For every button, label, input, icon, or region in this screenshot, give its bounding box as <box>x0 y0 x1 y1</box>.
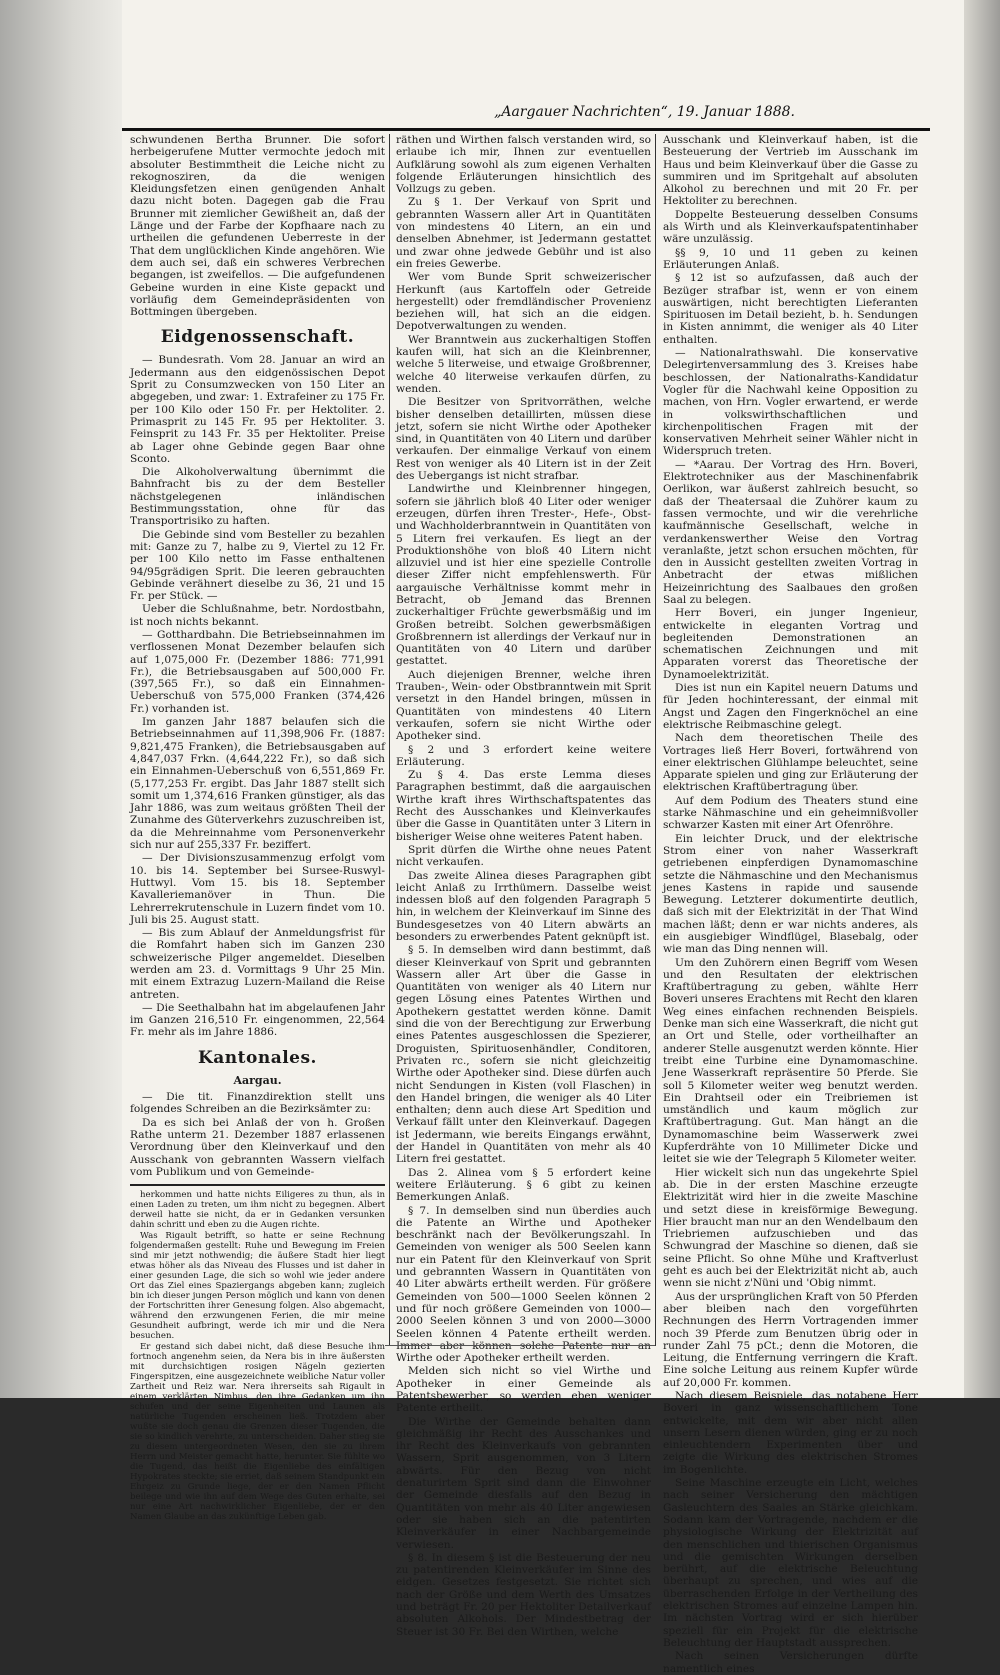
subsection-heading-aargau: Aargau. <box>233 1073 282 1087</box>
article-text: Nach diesem Beispiele, das notabene Herr Boveri in ganz wissenschaftlichem Tone entwickelte, mit dem wir aber nicht allen unsern Lesern dienen würden, ging er zu noch einleuchtendern Experimenten über und zeigte die Wirkung des elektrischen Stromes im Bogenlichte. <box>663 1389 918 1476</box>
masthead <box>122 96 930 131</box>
article-text: — Die Seethalbahn hat im abgelaufenen Jahr im Ganzen 216,510 Fr. eingenommen, 22,564 Fr. mehr als im Jahre 1886. <box>130 1001 385 1039</box>
article-text: § 7. In demselben sind nun überdies auch die Patente an Wirthe und Apotheker beschränkt nach der Bevölkerungszahl. In Gemeinden von weniger als 500 Seelen kann nur ein Patent für den Kleinverkauf von Sprit und gebrannten Wassern in Quantitäten von 40 Liter abwärts ertheilt werden. Für größere Gemeinden von 500—1000 Seelen können 2 und für noch größere Gemeinden von 1000—2000 Seelen können 3 und von 2000—3000 Seelen können 4 Patente ertheilt werden. Wirthe oder Apotheker ertheilt werden. <box>396 1204 651 1365</box>
column-3 <box>663 134 918 1675</box>
article-text: § 2 und 3 erfordert keine weitere Erläuterung. <box>396 743 651 768</box>
article-text: Sprit dürfen die Wirthe ohne neues Patent nicht verkaufen. <box>396 843 651 869</box>
article-text: Nach dem theoretischen Theile des Vortrages ließ Herr Boveri, fortwährend von einer elektrischen Glühlampe beleuchtet, seine Apparate spielen und ging zur Erläuterung der elektrischen Kraftübertragung über. <box>663 732 918 794</box>
article-text: — Bundesrath. Vom 28. Januar an wird an Jedermann aus den eidgenössischen Depot Sprit zu Consumzwecken von 150 Liter an abgegeben, und zwar: 1. Extrafeiner zu 175 Fr. per 100 Kilo oder 150 Fr. per Hektoliter. 2. Primasprit zu 145 Fr. 95 per Hektoliter. 3. Feinsprit zu 143 Fr. 35 per Hektoliter. Preise ab Lager ohne Gebinde gegen Baar ohne Sconto. <box>130 354 385 465</box>
article-text: Die Alkoholverwaltung übernimmt die Bahnfracht bis zu der dem Besteller nächstgelegenen inländischen Bestimmungsstation, ohne für das Transportrisiko zu haften. <box>130 466 385 528</box>
article-text: — Die tit. Finanzdirektion stellt uns folgendes Schreiben an die Bezirksämter zu: <box>130 1091 385 1116</box>
masthead-title: „Aargauer Nachrichten“, 19. Januar 1888. <box>494 104 795 120</box>
article-text: Nach seinen Versicherungen dürfte namentlich eines <box>663 1650 918 1675</box>
article-text: § 5. In demselben wird dann bestimmt, daß dieser Kleinverkauf von Sprit und gebrannten Wassern aller Art über die Gasse in Quantitäten von weniger als 40 Litern nur gegen Lösung eines Patentes Wirthen und Apothekern gestattet werden könne. Damit sind die von der Berechtigung zur Erwerbung eines Patentes ausgeschlossen die Spezierer, Droguisten, Spirituosenhändler, Conditoren, Privaten rc., sofern sie nicht gleichzeitig Wirthe oder Apotheker sind. Diese dürfen auch nicht Sendungen in Kisten (voll Flaschen) in den Handel bringen, die weniger als 40 Liter enthalten; denn auch diese Art Spedition und Verkauf fällt unter den Kleinverkauf. Dagegen ist Jedermann, wie bereits Eingangs erwähnt, der Handel in Quantitäten von mehr als 40 Litern frei gestattet. <box>396 944 651 1166</box>
article-text: — Der Divisionszusammenzug erfolgt vom 10. bis 14. September bei Sursee-Ruswyl-Huttwyl. Vom 15. bis 18. September Kavalleriemanöver in Thun. Die Lehrerrekrutenschule in Luzern findet vom 10. Juli bis 25. August statt. <box>130 852 385 926</box>
article-text: Um den Zuhörern einen Begriff vom Wesen und den Resultaten der elektrischen Kraftübertragung zu geben, wählte Herr Boveri unseres Erachtens mit Recht den klaren Weg eines einfachen rechnenden Beispiels. Denke man sich eine Wasserkraft, die nicht gut an Ort und Stelle, oder vortheilhafter an anderer Stelle ausgenutzt werden könnte. Hier treibt eine Turbine eine Dynamomaschine. Jene Wasserkraft repräsentire 50 Pferde. Sie soll 5 Kilometer weiter weg benutzt werden. Ein Drahtseil oder ein Treibriemen ist umständlich und kaum möglich zur Kraftübertragung. Gut. Man hängt an die Dynamomaschine beim Wasserwerk zwei Kupferdrähte von 10 Millimeter Dicke und leitet sie wie der Telegraph 5 Kilometer weiter. <box>663 956 918 1166</box>
article-text: Wer vom Bunde Sprit schweizerischer Herkunft (aus Kartoffeln oder Getreide hergestellt) oder fremdländischer Provenienz beziehen will, hat sich an die eidgen. Depotverwaltungen zu wenden. <box>396 271 651 333</box>
scan-left-margin <box>0 0 122 1398</box>
column-2 <box>396 134 651 1638</box>
article-text: Dies ist nun ein Kapitel neuern Datums und für Jeden hochinteressant, der einmal mit Angst und Zagen den Fingerknöchel an eine elektrische Reibmaschine gelegt. <box>663 682 918 731</box>
article-text: Melden sich nicht so viel Wirthe und Apotheker in einer Gemeinde als Patentsbewerber, so werden eben weniger Patente ertheilt. <box>396 1365 651 1415</box>
article-text: Da es sich bei Anlaß der von h. Großen Rathe unterm 21. Dezember 1887 erlassenen Verordnung über den Kleinverkauf und den Ausschank von gebrannten Wassern vielfach vom Publikum und von Gemeinde- <box>130 1116 385 1178</box>
section-heading-eidgenossenschaft: Eidgenossenschaft. <box>160 327 355 348</box>
article-text: räthen und Wirthen falsch verstanden wird, so erlaube ich mir, Ihnen zur eventuellen Aufklärung sowohl als zum eigenen Verhalten folgende Erläuterungen hinsichtlich des Vollzugs zu geben. <box>396 134 651 196</box>
article-text: Landwirthe und Kleinbrenner hingegen, sofern sie jährlich bloß 40 Liter oder weniger erzeugen, dürfen ihren Trester-, Hefe-, Obst- und Wachholderbranntwein in Quantitäten von 5 Litern frei verkaufen. Es liegt an der Produktionshöhe von bloß 40 Litern nicht allzuviel und ist hier eine spezielle Controlle dieser Ziffer nicht empfehlenswerth. Für aargauische Verhältnisse kommt mehr in Betracht, ob Jemand das Brennen zuckerhaltiger Früchte gewerbsmäßig und im Großen betreibt. Solchen gewerbsmäßigen Großbrennern ist allerdings der Verkauf nur in Quantitäten von 40 Litern und darüber gestattet. <box>396 483 651 668</box>
article-text: — Bis zum Ablauf der Anmeldungsfrist für die Romfahrt haben sich im Ganzen 230 schweizerische Pilger angemeldet. Dieselben werden am 23. d. Vormittags 9 Uhr 25 Min. mit einem Extrazug Luzern-Mailand die Reise antreten. <box>130 927 385 1001</box>
article-text: § 12 ist so aufzufassen, daß auch der Bezüger strafbar ist, wenn er von einem auswärtigen, nicht berechtigten Lieferanten Spirituosen im Detail bezieht, b. h. Sendungen in Kisten annimmt, die weniger als 40 Liter enthalten. <box>663 272 918 346</box>
article-text: Aus der ursprünglichen Kraft von 50 Pferden aber bleiben nach den vorgeführten Rechnungen des Herrn Vortragenden immer noch 39 Pferde zum Benutzen übrig oder in runder Zahl 75 pCt.; denn die Motoren, die Leitung, die Entfernung verringern die Kraft. Eine solche Leitung aus reinem Kupfer würde auf 20,000 Fr. kommen. <box>663 1290 918 1389</box>
column-rule-2 <box>655 134 656 1346</box>
article-text: Hier wickelt sich nun das ungekehrte Spiel ab. Die in der ersten Maschine erzeugte Elektrizität wird hier in die zweite Maschine und setzt diese in kreisförmige Bewegung. Hier braucht man nur an den Wendelbaum den Triebriemen aufzuschieben und das Schwungrad der Maschine so dienen, daß sie seine Pflicht. So ohne Mühe und Kraftverlust geht es auch bei der Elektrizität nicht ab, auch wenn sie nicht z'Nüni und 'Obig nimmt. <box>663 1166 918 1290</box>
article-text: — *Aarau. Der Vortrag des Hrn. Boveri, Elektrotechniker aus der Maschinenfabrik Oerlikon, war äußerst zahlreich besucht, so daß der Theatersaal die Zuhörer kaum zu fassen vermochte, und wir die verehrliche kaufmännische Gesellschaft, welche in verdankenswerther Weise den Vortrag veranlaßte, jetzt schon ersuchen möchten, für den in Aussicht gestellten zweiten Vortrag in Anbetracht der etwas mißlichen Heizeinrichtung des Saalbaues den großen Saal zu belegen. <box>663 458 918 606</box>
scan-right-edge <box>964 0 1000 1398</box>
column-rule-1 <box>389 134 390 1346</box>
feuilleton-text: Was Rigault betrifft, so hatte er seine Rechnung folgendermaßen gestellt: Ruhe und Bewegung im Freien sind mir jetzt nothwendig; die äußere Stadt hier liegt etwas höher als das Niveau des Flusses und ist daher in einer gesunden Lage, die sich so wohl wie jeder andere Ort das Ziel eines Spaziergangs abgeben kann; zugleich bin ich dieser jungen Person möglich und kann von denen der Fortschritten ihrer Genesung folgen. Also abgemacht, während den erzwungenen Ferien, die mir meine Gesundheit aufbringt, werde ich mir und die Nera besuchen. <box>130 1231 385 1342</box>
article-text: Die Besitzer von Spritvorräthen, welche bisher denselben detaillirten, müssen diese jetzt, sofern sie nicht Wirthe oder Apotheker sind, in Quantitäten von 40 Litern und darüber verkaufen. Der einmalige Verkauf von einem Rest von weniger als 40 Litern ist in der Zeit des Uebergangs ist nicht strafbar. <box>396 396 651 483</box>
article-text: Zu § 4. Das erste Lemma dieses Paragraphen bestimmt, daß die aargauischen Wirthe kraft ihres Wirthschaftspatentes das Recht des Ausschankes und Kleinverkaufes über die Gasse in Quantitäten unter 3 Litern in bisheriger Weise ohne weiteres Patent haben. <box>396 769 651 843</box>
article-text: Die Wirthe der Gemeinde behalten dann gleichmäßig ihr Recht des Ausschankes und ihr Recht des Kleinverkaufs von gebrannten Wassern, Sprit ausgenommen, von 3 Litern abwärts. Für den Bezug von nicht denaturirtem Sprit sind dann die Einwohner der Gemeinde diesfalls auf den Bezug in Quantitäten von mehr als 40 Liter angewiesen oder sie haben sich an die patentirten Kleinverkäufer in einer Nachbargemeinde verwiesen. <box>396 1415 651 1551</box>
article-text: schwundenen Bertha Brunner. Die sofort herbeigerufene Mutter vermochte jedoch mit absoluter Bestimmtheit die Leiche nicht zu rekognosziren, da die wenigen Kleidungsfetzen einen genügenden Anhalt dazu nicht boten. Dagegen gab die Frau Brunner mit ziemlicher Gewißheit an, daß der Länge und der Farbe der Kopfhaare nach zu urtheilen die gefundenen Ueberreste in der That dem unglücklichen Kinde angehören. Wie dem auch sei, daß ein schweres Verbrechen begangen, ist zweifellos. — Die aufgefundenen Gebeine wurden in eine Kiste gepackt und vorläufig dem Gemeindepräsidenten von Bottmingen übergeben. <box>130 134 385 319</box>
article-text: §§ 9, 10 und 11 geben zu keinen Erläuterungen Anlaß. <box>663 246 918 271</box>
article-text: Seine Maschine erzeugte ein Licht, welches nach seiner Versicherung den mächtigen Gasleuchtern des Saales an Stärke gleichkam. Sodann kam der Vortragende, nachdem er die physiologische Wirkung der Elektrizität auf den menschlichen und thierischen Organismus und die gemischten Wirkungen derselben berührt, auf die elektrische Beleuchtung überhaupt zu sprechen, und wies auf die überraschenden Erfolge in der Vertheilung des elektrischen Stromes auf einzelne Lampen hin. Im nächsten Vortrag wird er sich hierüber speziell für ein Projekt für die elektrische Beleuchtung der Hauptstadt aussprechen. <box>663 1477 918 1649</box>
article-text: — Gotthardbahn. Die Betriebseinnahmen im verflossenen Monat Dezember belaufen sich auf 1,075,000 Fr. (Dezember 1886: 771,991 Fr.), die Betriebsausgaben auf 500,000 Fr. (397,565 Fr.), so daß ein Einnahmen-Ueberschuß von 575,000 Franken (374,426 Fr.) vorhanden ist. <box>130 628 385 715</box>
article-text: § 8. In diesem § ist die Besteuerung der neu zu patentirenden Kleinverkäufer im Sinne des eidgen. Gesetzes festgesetzt. Sie richtet sich nach der Größe und dem Werth des Umsatzes und beträgt Fr. 20 per Hektoliter Detailverkauf absoluten Alkohols. Der Mindestbetrag der Steuer ist 30 Fr. Bei den Wirthen, welche <box>396 1551 651 1638</box>
article-text: Auch diejenigen Brenner, welche ihren Trauben-, Wein- oder Obstbranntwein mit Sprit versetzt in den Handel bringen, müssen in Quantitäten von mindestens 40 Litern verkaufen, sofern sie nicht Wirthe oder Apotheker sind. <box>396 668 651 743</box>
article-text: Ein leichter Druck, und der elektrische Strom einer von naher Wasserkraft getriebenen einpferdigen Dynamomaschine setzte die Nähmaschine und den Mechanismus jenes Kastens in rapide und sausende Bewegung. Letzterer dokumentirte deutlich, daß sich mit der Elektrizität in der That Wind machen läßt; denn er war nichts anderes, als ein ausgiebiger Windflügel, Blasebalg, oder wie man das Ding nennen will. <box>663 832 918 956</box>
article-text: Das 2. Alinea vom § 5 erfordert keine weitere Erläuterung. § 6 gibt zu keinen Bemerkungen Anlaß. <box>396 1166 651 1204</box>
feuilleton-text: Er gestand sich dabei nicht, daß diese Besuche ihm fortnoch angenehm seien, da Nera bis in ihre äußersten mit durchsichtigen rosigen Nägeln gezierten Fingerspitzen, eine ausgezeichnete weibliche Natur voller Zartheit und Reiz war. Nera ihrerseits sah Rigault in einem verklärten Nimbus, den ihre Gedanken um ihn schufen und der seine Eigenheiten und Launen als natürliche Tugenden erscheinen ließ. Trotzdem aber wußte sie doch genau die Grenzen dieser Tugenden, die sie so kindlich verehrte, zu unterscheiden. Daher stieg sie zu diesem untergeordneten Wesen, den sie zu ihrem Herrn und Meister gemacht hatte, herunter. Sie fühlte wo die Tugend, das heißt die Eigenliebe des einfältigen Hypokrates steckte; sie erriet, daß seinem Standpunkt ein Ehrgeiz zu Grunde liege, der er den Namen Pflicht beilege und wie ihn auf dem Wege des Guten erhalte, sei nur eine Art nachwirklicher Eigenliebe, der er den Namen Glaube an das zukünftige Leben gab. <box>130 1342 385 1523</box>
article-text: Im ganzen Jahr 1887 belaufen sich die Betriebseinnahmen auf 11,398,906 Fr. (1887: 9,821,475 Franken), die Betriebsausgaben auf 4,847,037 Frkn. (4,644,222 Fr.), so daß sich ein Einnahmen-Ueberschuß von 6,551,869 Fr. (5,177,253 Fr. ergibt. Das Jahr 1887 stellt sich somit um 1,374,616 Franken günstiger, als das Jahr 1886, was zum weitaus größten Theil der Zunahme des Güterverkehrs zuzuschreiben ist, da die Mehreinnahme vom Personenverkehr sich nur auf 255,337 Fr. beziffert. <box>130 716 385 852</box>
article-text: Wer Branntwein aus zuckerhaltigen Stoffen kaufen will, hat sich an die Kleinbrenner, welche 5 literweise, und etwaige Großbrenner, welche 40 literweise verkaufen dürfen, zu wenden. <box>396 333 651 395</box>
feuilleton-text: herkommen und hatte nichts Eiligeres zu thun, als in einen Laden zu treten, um ihm nicht zu begegnen. Albert derweil hatte sie nicht, da er in Gedanken versunken dahin schritt und eben zu die Augen richte. <box>130 1190 385 1231</box>
article-text: Ausschank und Kleinverkauf haben, ist die Besteuerung der Vertrieb im Ausschank im Haus und beim Kleinverkauf über die Gasse zu summiren und im Spritgehalt auf absoluten Alkohol zu berechnen und mit 20 Fr. per Hektoliter zu berechnen. <box>663 134 918 208</box>
article-text: Auf dem Podium des Theaters stund eine starke Nähmaschine und ein geheimnißvoller schwarzer Kasten mit einer Art Ofenröhre. <box>663 794 918 832</box>
bottom-rule <box>385 1345 655 1346</box>
column-1 <box>130 134 385 1523</box>
article-text: Ueber die Schlußnahme, betr. Nordostbahn, ist noch nichts bekannt. <box>130 603 385 628</box>
article-text: — Nationalrathswahl. Die konservative Delegirtenversammlung des 3. Kreises habe beschlossen, der Nationalraths-Kandidatur Vogler für die Nachwahl keine Opposition zu machen, von Hrn. Vogler erwartend, er werde in volkswirthschaftlichen und kirchenpolitischen Fragen mit der konservativen Mehrheit seiner Wähler nicht in Widerspruch treten. <box>663 347 918 458</box>
feuilleton <box>130 1184 385 1522</box>
article-text: Das zweite Alinea dieses Paragraphen gibt leicht Anlaß zu Irrthümern. Dasselbe weist indessen bloß auf den folgenden Paragraph 5 hin, in welchem der Kleinverkauf im Sinne des Bundesgesetzes von 40 Litern abwärts an besonders zu erwerbendes Patent geknüpft ist. <box>396 869 651 943</box>
article-text: Doppelte Besteuerung desselben Consums als Wirth und als Kleinverkaufspatentinhaber wäre unzulässig. <box>663 208 918 246</box>
article-text: Zu § 1. Der Verkauf von Sprit und gebrannten Wassern aller Art in Quantitäten von mindestens 40 Litern, an ein und denselben Abnehmer, ist Jedermann gestattet und zwar ohne jedwede Gebühr und ist also ein freies Gewerbe. <box>396 196 651 270</box>
article-text: Die Gebinde sind vom Besteller zu bezahlen mit: Ganze zu 7, halbe zu 9, Viertel zu 12 Fr. per 100 Kilo netto im Fasse enthaltenen 94/95grädigen Sprit. Die leeren gebrauchten Gebinde verähnert dieselbe zu 36, 21 und 15 Fr. per Stück. — <box>130 528 385 603</box>
article-text: Herr Boveri, ein junger Ingenieur, entwickelte in eleganten Vortrag und begleitenden Demonstrationen an schematischen Zeichnungen und mit Apparaten vorerst das Theoretische der Dynamoelektrizität. <box>663 607 918 681</box>
section-heading-kantonales: Kantonales. <box>198 1047 317 1068</box>
